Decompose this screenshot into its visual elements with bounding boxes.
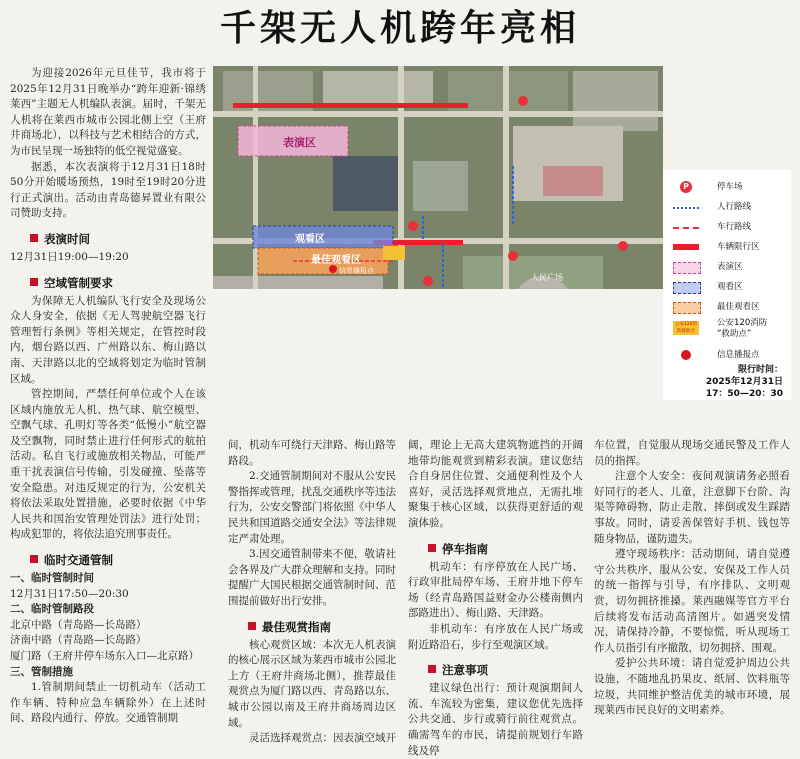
paragraph: 非机动车：有序放在人民广场或附近路沿石，步行至观演区域。 [408,622,583,651]
pedestrian-route-icon [673,207,699,209]
paragraph: 注意个人安全：夜间观演请务必照看好同行的老人、儿童，注意脚下台阶、沟渠等障碍物，防止走散、摔倒或发生踩踏事故。同时，请妥善保管好手机、钱包等随身物品，谨防遗失。 [594,470,790,545]
parking-pin [508,251,518,261]
legend-rescue: 公安120消防救助点 公安120消防 “救助点” [674,318,768,339]
paragraph: 间，机动车可绕行天津路、梅山路等路段。 [228,439,396,467]
info-point-icon [681,350,691,360]
map-canvas [213,66,663,289]
legend-show: 表演区 [663,258,791,276]
headline: 千架无人机跨年亮相 [219,8,580,49]
restricted-road-icon [673,244,699,250]
section-heading: 注意事项 [408,661,583,679]
legend-view: 观看区 [663,278,791,296]
parking-pin [618,241,628,251]
column-1 [10,66,206,727]
road-item: 厦门路（王府井停车场东入口—北京路） [10,650,199,662]
rescue-point-marker [383,246,405,260]
legend-info: 信息播报点 [663,346,791,364]
paragraph: 阔，理论上无高大建筑物遮挡的开阔地带均能观赏到精彩表演。建议您结合自身居住位置、交通便利性及个人喜好，灵活选择观赏地点，无需扎堆聚集于核心区域，以获得更舒适的观演体验。 [408,439,583,529]
subheading: 二、临时管制路段 [10,603,94,616]
road-item: 北京中路（青岛路—长岛路） [10,618,147,631]
legend-pedestrian: 人行路线 [663,198,791,216]
legend-parking: P 停车场 [663,178,791,196]
section-heading: 最佳观赏指南 [228,618,396,636]
paragraph: 灵活选择观赏点：因表演空域开 [249,732,396,745]
info-point-label: 信息播报点 [339,267,374,275]
paragraph: 3.因交通管制带来不便，敬请社会各界及广大群众理解和支持。同时提醒广大国民根据交通管制时间、范围提前做好出行安排。 [228,548,396,607]
parking-pin [408,221,418,231]
paragraph: 遵守现场秩序：活动期间，请自觉遵守公共秩序，服从公安、安保及工作人员的统一指挥与引导，有序排队、文明观赏，切勿拥挤推搡。莱西融媒等官方平台后续将发布活动高清图片。如遇突发情况，请保持冷静，不要惊慌，听从现场工作人员指引有序撤散，切勿拥挤、围观。 [594,548,790,654]
paragraph: 建议绿色出行：预计观演期间人流、车流较为密集，建议您优先选择公共交通、步行或骑行前往观赏点。确需驾车的市民，请提前规划行车路线及停 [408,682,583,757]
subheading: 三、管制措施 [10,665,73,678]
best-view-label: 最佳观看区 [311,255,361,266]
map-legend [663,170,791,400]
intro-paragraph: 据悉，本次表演将于12月31日18时50分开始暖场预热，19时至19时20分进行正式演出。活动由青岛德昇置业有限公司赞助支持。 [10,160,206,220]
event-map [213,66,663,289]
restricted-road-north [233,103,468,108]
view-zone-icon [673,282,701,294]
paragraph: 管控期间，严禁任何单位或个人在该区域内施放无人机、热气球、航空模型、空飘气球、孔明灯等各类“低慢小”航空器及空飘物，同时禁止进行任何形式的航拍活动。私自飞行或施放相关物品，可能严重干扰表演信号传输，引发碰撞、坠落等安全隐患。对违反规定的行为，公安机关将依法采取处置措施，必要时依据《中华人民共和国治安管理处罚法》进行处罚；构成犯罪的，将依法追究刑事责任。 [10,388,206,541]
paragraph: 核心观赏区域：本次无人机表演的核心展示区域为莱西市城市公园北上方（王府井商场北侧），推荐最佳观赏点为厦门路以西、青岛路以东、城市公园以南及王府井商场周边区域。 [228,638,396,729]
parking-icon: P [680,181,692,193]
paragraph: 2.交通管制期间对不服从公安民警指挥或管理，扰乱交通秩序等违法行为，公安交警部门将依照《中华人民共和国道路交通安全法》等法律规定严肃处理。 [228,470,396,545]
show-zone-icon [673,262,701,274]
intro-paragraph: 为迎接2026年元旦佳节，我市将于2025年12月31日晚举办“跨年迎新·锦绣莱西”主题无人机编队表演。届时，千架无人机将在莱西市城市公园北侧上空（王府井商场北），以科技与艺术相结合的方式，为市民呈现一场独特的低空视觉盛宴。 [10,67,206,157]
subheading: 一、临时管制时间 [10,572,94,585]
show-zone-label: 表演区 [283,136,316,149]
column-4 [594,438,790,719]
column-3 [408,438,583,759]
section-heading: 表演时间 [10,230,206,248]
square-label: 人民广场 [531,273,563,282]
section-heading: 空域管制要求 [10,274,206,292]
paragraph: 车位置，自觉服从现场交通民警及工作人员的指挥。 [594,439,790,467]
vehicle-route-icon [673,227,699,229]
paragraph: 机动车：有序停放在人民广场、行政审批局停车场、王府井地下停车场（经青岛路国益财金办公楼南侧内部路进出）、梅山路、天津路。 [408,560,583,620]
road-item: 济南中路（青岛路—长岛路） [10,634,147,647]
restriction-time: 限行时间： 2025年12月31日 17：50—20：30 [705,365,783,399]
parking-pin [518,96,528,106]
view-zone-label: 观看区 [295,234,325,245]
paragraph: 为保障无人机编队飞行安全及现场公众人身安全，依据《无人驾驶航空器飞行管理暂行条例》等相关规定，在管控时段内，烟台路以西、广州路以东、梅山路以南、天津路以北的空域将划定为临时管制区域。 [10,294,206,385]
section-heading: 临时交通管制 [10,551,206,569]
legend-restricted: 车辆限行区 [663,238,791,256]
parking-pin [423,276,433,286]
show-time: 12月31日19:00—19:20 [10,250,129,263]
best-view-zone-icon [673,302,701,314]
legend-best: 最佳观看区 [663,298,791,316]
control-time: 12月31日17:50—20:30 [10,587,129,600]
paragraph: 1.管制期间禁止一切机动车（活动工作车辆、特种应急车辆除外）在上述时间、路段内通行、停放。交通管制期 [10,681,206,725]
column-2 [228,438,396,747]
info-point-marker [329,265,337,273]
section-heading: 停车指南 [408,540,583,558]
paragraph: 爱护公共环境：请自觉爱护周边公共设施，不随地乱扔果皮、纸屑、饮料瓶等垃圾，共同维护整洁优美的城市环境，展现莱西市民良好的文明素养。 [594,657,790,717]
legend-vehicle: 车行路线 [663,218,791,236]
rescue-point-icon: 公安120消防救助点 [674,322,698,334]
